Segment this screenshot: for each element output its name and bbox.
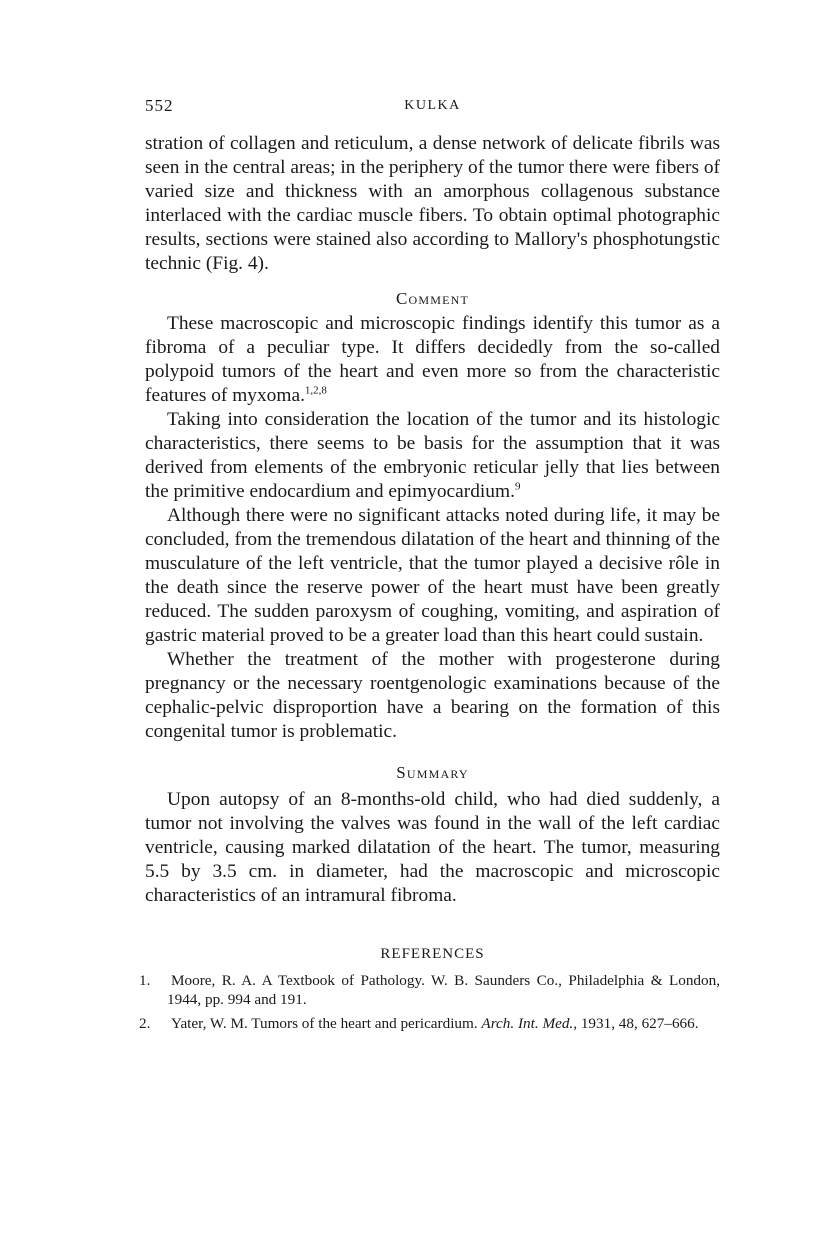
summary-paragraph: Upon autopsy of an 8-months-old child, who had died suddenly, a tumor not involving the valves was found in the wall of the left cardiac ventricle, causing marked dilatation of the heart. The tumor, measuring 5.5 by 3.5 cm. in diameter, had the macroscopic and microscopic characteristics of an intramural fibroma. bbox=[145, 789, 720, 906]
references-heading: REFERENCES bbox=[380, 946, 485, 962]
article-body bbox=[145, 132, 720, 908]
reference-citation: , 1931, 48, 627–666. bbox=[573, 1015, 699, 1032]
references-section bbox=[139, 946, 720, 1038]
page-number: 552 bbox=[145, 96, 174, 115]
summary-heading: Summary bbox=[396, 763, 469, 782]
comment-paragraph-4: Whether the treatment of the mother with progesterone during pregnancy or the necessary roentgenologic examinations because of the cephalic-pelvic disproportion have a bearing on the formation of this congenital tumor is problematic. bbox=[145, 649, 720, 742]
reference-journal: Arch. Int. Med. bbox=[481, 1015, 574, 1032]
continued-paragraph: stration of collagen and reticulum, a dense network of delicate fibrils was seen in the central areas; in the periphery of the tumor there were fibers of varied size and thickness with an amorphous collagenous substance interlaced with the cardiac muscle fibers. To obtain optimal photographic results, sections were stained also according to Mallory's phosphotungstic technic (Fig. 4). bbox=[145, 133, 721, 274]
reference-text bbox=[167, 1015, 699, 1032]
reference-text: Moore, R. A. A Textbook of Pathology. W. B. Saunders Co., Philadelphia & London, 1944, pp. 994 and 191. bbox=[167, 972, 720, 1008]
citation-superscript: 9 bbox=[514, 480, 521, 493]
comment-paragraph-2-text: Taking into consideration the location of the tumor and its histologic characteristics, there seems to be basis for the assumption that it was derived from elements of the embryonic reticular jelly that lies between the primitive endocardium and epimyocardium. bbox=[145, 409, 720, 502]
reference-authors-title: Yater, W. M. Tumors of the heart and pericardium. bbox=[171, 1015, 482, 1032]
reference-number: 1. bbox=[139, 972, 151, 989]
comment-paragraph-2 bbox=[145, 408, 720, 504]
reference-item bbox=[139, 1014, 720, 1033]
reference-number: 2. bbox=[139, 1015, 151, 1032]
reference-item bbox=[139, 971, 720, 1009]
comment-paragraph-3: Although there were no significant attacks noted during life, it may be concluded, from the tremendous dilatation of the heart and thinning of the musculature of the left ventricle, that the tumor played a decisive rôle in the death since the reserve power of the heart must have been greatly reduced. The sudden paroxysm of coughing, vomiting, and aspiration of gastric material proved to be a greater load than this heart could sustain. bbox=[145, 505, 720, 646]
comment-heading: Comment bbox=[395, 289, 470, 308]
citation-superscript: 1,2,8 bbox=[304, 384, 327, 397]
references-list bbox=[139, 971, 720, 1033]
running-title: KULKA bbox=[404, 98, 461, 113]
running-head bbox=[145, 96, 720, 118]
comment-paragraph-1 bbox=[145, 312, 720, 408]
comment-paragraph-1-text: These macroscopic and microscopic findings identify this tumor as a fibroma of a peculiar type. It differs decidedly from the so-called polypoid tumors of the heart and even more so from the characteristic features of myxoma. bbox=[145, 313, 720, 406]
